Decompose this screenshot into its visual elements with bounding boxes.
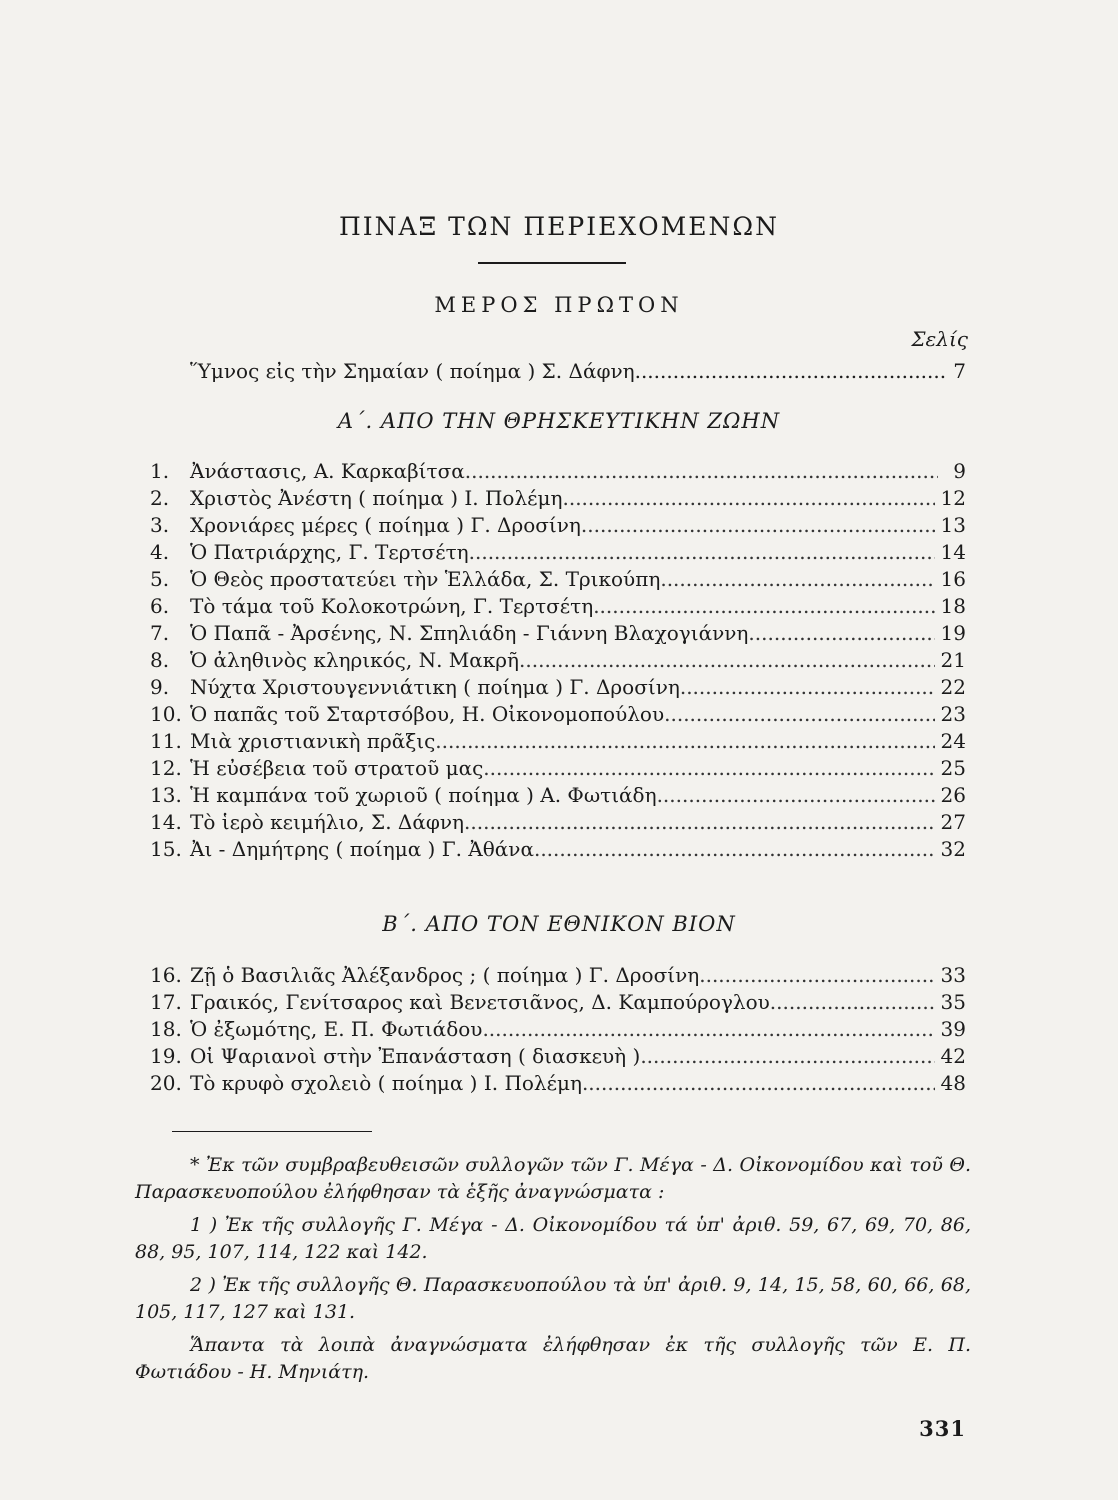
toc-entry bbox=[150, 728, 966, 755]
entry-title: Τὸ ἱερὸ κειμήλιο, Σ. Δάφνη bbox=[190, 810, 465, 834]
toc-entry bbox=[150, 1070, 966, 1097]
toc-entry bbox=[150, 1043, 966, 1070]
entry-number: 17. bbox=[150, 990, 182, 1014]
entry-page: 24 bbox=[940, 729, 966, 753]
entry-number: 19. bbox=[150, 1044, 182, 1068]
entry-number: 10. bbox=[150, 702, 182, 726]
toc-entry bbox=[150, 620, 966, 647]
toc-entry bbox=[150, 485, 966, 512]
entry-number: 18. bbox=[150, 1017, 182, 1041]
dot-leader bbox=[581, 512, 935, 539]
entry-page: 42 bbox=[940, 1044, 966, 1068]
entry-page: 19 bbox=[940, 621, 966, 645]
entry-number: 20. bbox=[150, 1071, 182, 1095]
part-title: ΜΕΡΟΣ ΠΡΩΤΟΝ bbox=[434, 293, 684, 317]
entry-title: Ὁ ἐξωμότης, Ε. Π. Φωτιάδου bbox=[190, 1017, 483, 1041]
hymn-entry bbox=[190, 359, 966, 383]
entry-page: 27 bbox=[940, 810, 966, 834]
dot-leader bbox=[680, 674, 935, 701]
hymn-page: 7 bbox=[953, 359, 966, 383]
dot-leader bbox=[435, 728, 934, 755]
dot-leader bbox=[660, 566, 934, 593]
dot-leader bbox=[483, 755, 934, 782]
dot-leader bbox=[534, 836, 935, 863]
toc-entry bbox=[150, 593, 966, 620]
entry-number: 5. bbox=[150, 567, 170, 591]
entry-title: Χρονιάρες μέρες ( ποίημα ) Γ. Δροσίνη bbox=[190, 513, 581, 537]
entry-page: 23 bbox=[940, 702, 966, 726]
toc-entry bbox=[150, 962, 966, 989]
entry-number: 8. bbox=[150, 648, 170, 672]
dot-leader bbox=[464, 809, 935, 836]
entry-number: 15. bbox=[150, 837, 182, 861]
entry-number: 2. bbox=[150, 486, 170, 510]
entry-page: 22 bbox=[940, 675, 966, 699]
entry-page: 12 bbox=[940, 486, 966, 510]
toc-entry bbox=[150, 1016, 966, 1043]
entry-number: 1. bbox=[150, 459, 170, 483]
dot-leader bbox=[635, 359, 948, 383]
entry-title: Τὸ τάμα τοῦ Κολοκοτρώνη, Γ. Τερτσέτη bbox=[190, 594, 594, 618]
footnote-item-2: 2 ) Ἐκ τῆς συλλογῆς Θ. Παρασκευοπούλου τὰ ὑπ' ἀριθ. 9, 14, 15, 58, 60, 66, 68, 105, 117, 127 καὶ 131. bbox=[135, 1274, 971, 1323]
entry-page: 21 bbox=[940, 648, 966, 672]
toc-entry bbox=[150, 989, 966, 1016]
dot-leader bbox=[465, 458, 938, 485]
entry-page: 48 bbox=[940, 1071, 966, 1095]
entry-title: Νύχτα Χριστουγεννιάτικη ( ποίημα ) Γ. Δροσίνη bbox=[190, 675, 680, 699]
toc-entry bbox=[150, 674, 966, 701]
section-a-list bbox=[150, 458, 966, 863]
hymn-title: Ὕμνος εἰς τὴν Σημαίαν ( ποίημα ) Σ. Δάφνη bbox=[190, 359, 635, 383]
section-b-heading: Β΄. ΑΠΟ ΤΟΝ ΕΘΝΙΚΟΝ ΒΙΟΝ bbox=[382, 912, 736, 936]
footnote bbox=[135, 1152, 971, 1392]
entry-title: Ἡ εὐσέβεια τοῦ στρατοῦ μας bbox=[190, 756, 484, 780]
dot-leader bbox=[593, 593, 934, 620]
entry-number: 16. bbox=[150, 963, 182, 987]
entry-page: 35 bbox=[940, 990, 966, 1014]
entry-page: 26 bbox=[940, 783, 966, 807]
entry-page: 13 bbox=[940, 513, 966, 537]
entry-page: 18 bbox=[940, 594, 966, 618]
entry-number: 3. bbox=[150, 513, 170, 537]
entry-title: Γραικός, Γενίτσαρος καὶ Βενετσιᾶνος, Δ. Καμπούρογλου bbox=[190, 990, 770, 1014]
entry-page: 14 bbox=[940, 540, 966, 564]
entry-title: Ὁ παπᾶς τοῦ Σταρτσόβου, Η. Οἰκονομοπούλου bbox=[190, 702, 665, 726]
footnote-divider bbox=[172, 1131, 372, 1132]
entry-number: 13. bbox=[150, 783, 182, 807]
entry-title: Ἀι - Δημήτρης ( ποίημα ) Γ. Ἀθάνα bbox=[190, 837, 534, 861]
title-divider bbox=[478, 262, 626, 264]
toc-entry bbox=[150, 512, 966, 539]
entry-page: 39 bbox=[940, 1017, 966, 1041]
dot-leader bbox=[657, 782, 935, 809]
entry-title: Ὁ Θεὸς προστατεύει τὴν Ἑλλάδα, Σ. Τρικούπη bbox=[190, 567, 661, 591]
entry-number: 9. bbox=[150, 675, 170, 699]
section-a-heading: Α΄. ΑΠΟ ΤΗΝ ΘΡΗΣΚΕΥΤΙΚΗΝ ΖΩΗΝ bbox=[337, 409, 781, 433]
footnote-item-1: 1 ) Ἐκ τῆς συλλογῆς Γ. Μέγα - Δ. Οἰκονομίδου τά ὑπ' ἀριθ. 59, 67, 69, 70, 86, 88, 95, 107, 114, 122 καὶ 142. bbox=[135, 1214, 971, 1263]
entry-title: Ζῇ ὁ Βασιλιᾶς Ἀλέξανδρος ; ( ποίημα ) Γ. Δροσίνη bbox=[190, 963, 700, 987]
page-number: 331 bbox=[919, 1416, 966, 1441]
entry-title: Ὁ ἀληθινὸς κληρικός, Ν. Μακρῆ bbox=[190, 648, 520, 672]
dot-leader bbox=[664, 701, 934, 728]
entry-page: 16 bbox=[940, 567, 966, 591]
dot-leader bbox=[469, 539, 935, 566]
entry-number: 12. bbox=[150, 756, 182, 780]
dot-leader bbox=[519, 647, 935, 674]
entry-page: 33 bbox=[940, 963, 966, 987]
page-title: ΠΙΝΑΞ ΤΩΝ ΠΕΡΙΕΧΟΜΕΝΩΝ bbox=[339, 212, 779, 241]
section-b-list bbox=[150, 962, 966, 1097]
entry-title: Τὸ κρυφὸ σχολειὸ ( ποίημα ) Ι. Πολέμη bbox=[190, 1071, 582, 1095]
dot-leader bbox=[699, 962, 934, 989]
page-column-label: Σελίς bbox=[911, 327, 968, 351]
dot-leader bbox=[582, 1070, 935, 1097]
entry-page: 32 bbox=[940, 837, 966, 861]
footnote-closing: Ἅπαντα τὰ λοιπὰ ἀναγνώσματα ἐλήφθησαν ἐκ τῆς συλλογῆς τῶν Ε. Π. Φωτιάδου - Η. Μηνιάτη. bbox=[135, 1334, 971, 1383]
toc-entry bbox=[150, 809, 966, 836]
toc-entry bbox=[150, 701, 966, 728]
entry-number: 14. bbox=[150, 810, 182, 834]
entry-title: Χριστὸς Ἀνέστη ( ποίημα ) Ι. Πολέμη bbox=[190, 486, 563, 510]
toc-entry bbox=[150, 647, 966, 674]
footnote-intro: * Ἐκ τῶν συμβραβευθεισῶν συλλογῶν τῶν Γ. Μέγα - Δ. Οἰκονομίδου καὶ τοῦ Θ. Παρασκευοπούλου ἐλήφθησαν τὰ ἑξῆς ἀναγνώσματα : bbox=[135, 1154, 971, 1203]
entry-page: 9 bbox=[953, 459, 966, 483]
toc-entry bbox=[150, 755, 966, 782]
toc-entry bbox=[150, 782, 966, 809]
entry-number: 7. bbox=[150, 621, 170, 645]
toc-entry bbox=[150, 539, 966, 566]
dot-leader bbox=[482, 1016, 934, 1043]
toc-entry bbox=[150, 458, 966, 485]
toc-entry bbox=[150, 836, 966, 863]
dot-leader bbox=[562, 485, 934, 512]
entry-title: Ἀνάστασις, Α. Καρκαβίτσα bbox=[190, 459, 465, 483]
entry-title: Μιὰ χριστιανικὴ πρᾶξις bbox=[190, 729, 436, 753]
entry-number: 11. bbox=[150, 729, 182, 753]
entry-page: 25 bbox=[940, 756, 966, 780]
entry-number: 6. bbox=[150, 594, 170, 618]
dot-leader bbox=[770, 989, 935, 1016]
toc-entry bbox=[150, 566, 966, 593]
dot-leader bbox=[640, 1043, 934, 1070]
dot-leader bbox=[748, 620, 934, 647]
entry-number: 4. bbox=[150, 540, 170, 564]
entry-title: Ἡ καμπάνα τοῦ χωριοῦ ( ποίημα ) Α. Φωτιάδη bbox=[190, 783, 657, 807]
entry-title: Ὁ Παπᾶ - Ἀρσένης, Ν. Σπηλιάδη - Γιάννη Βλαχογιάννη bbox=[190, 621, 749, 645]
entry-title: Οἱ Ψαριανοὶ στὴν Ἐπανάσταση ( διασκευὴ ) bbox=[190, 1044, 641, 1068]
entry-title: Ὁ Πατριάρχης, Γ. Τερτσέτη bbox=[190, 540, 469, 564]
